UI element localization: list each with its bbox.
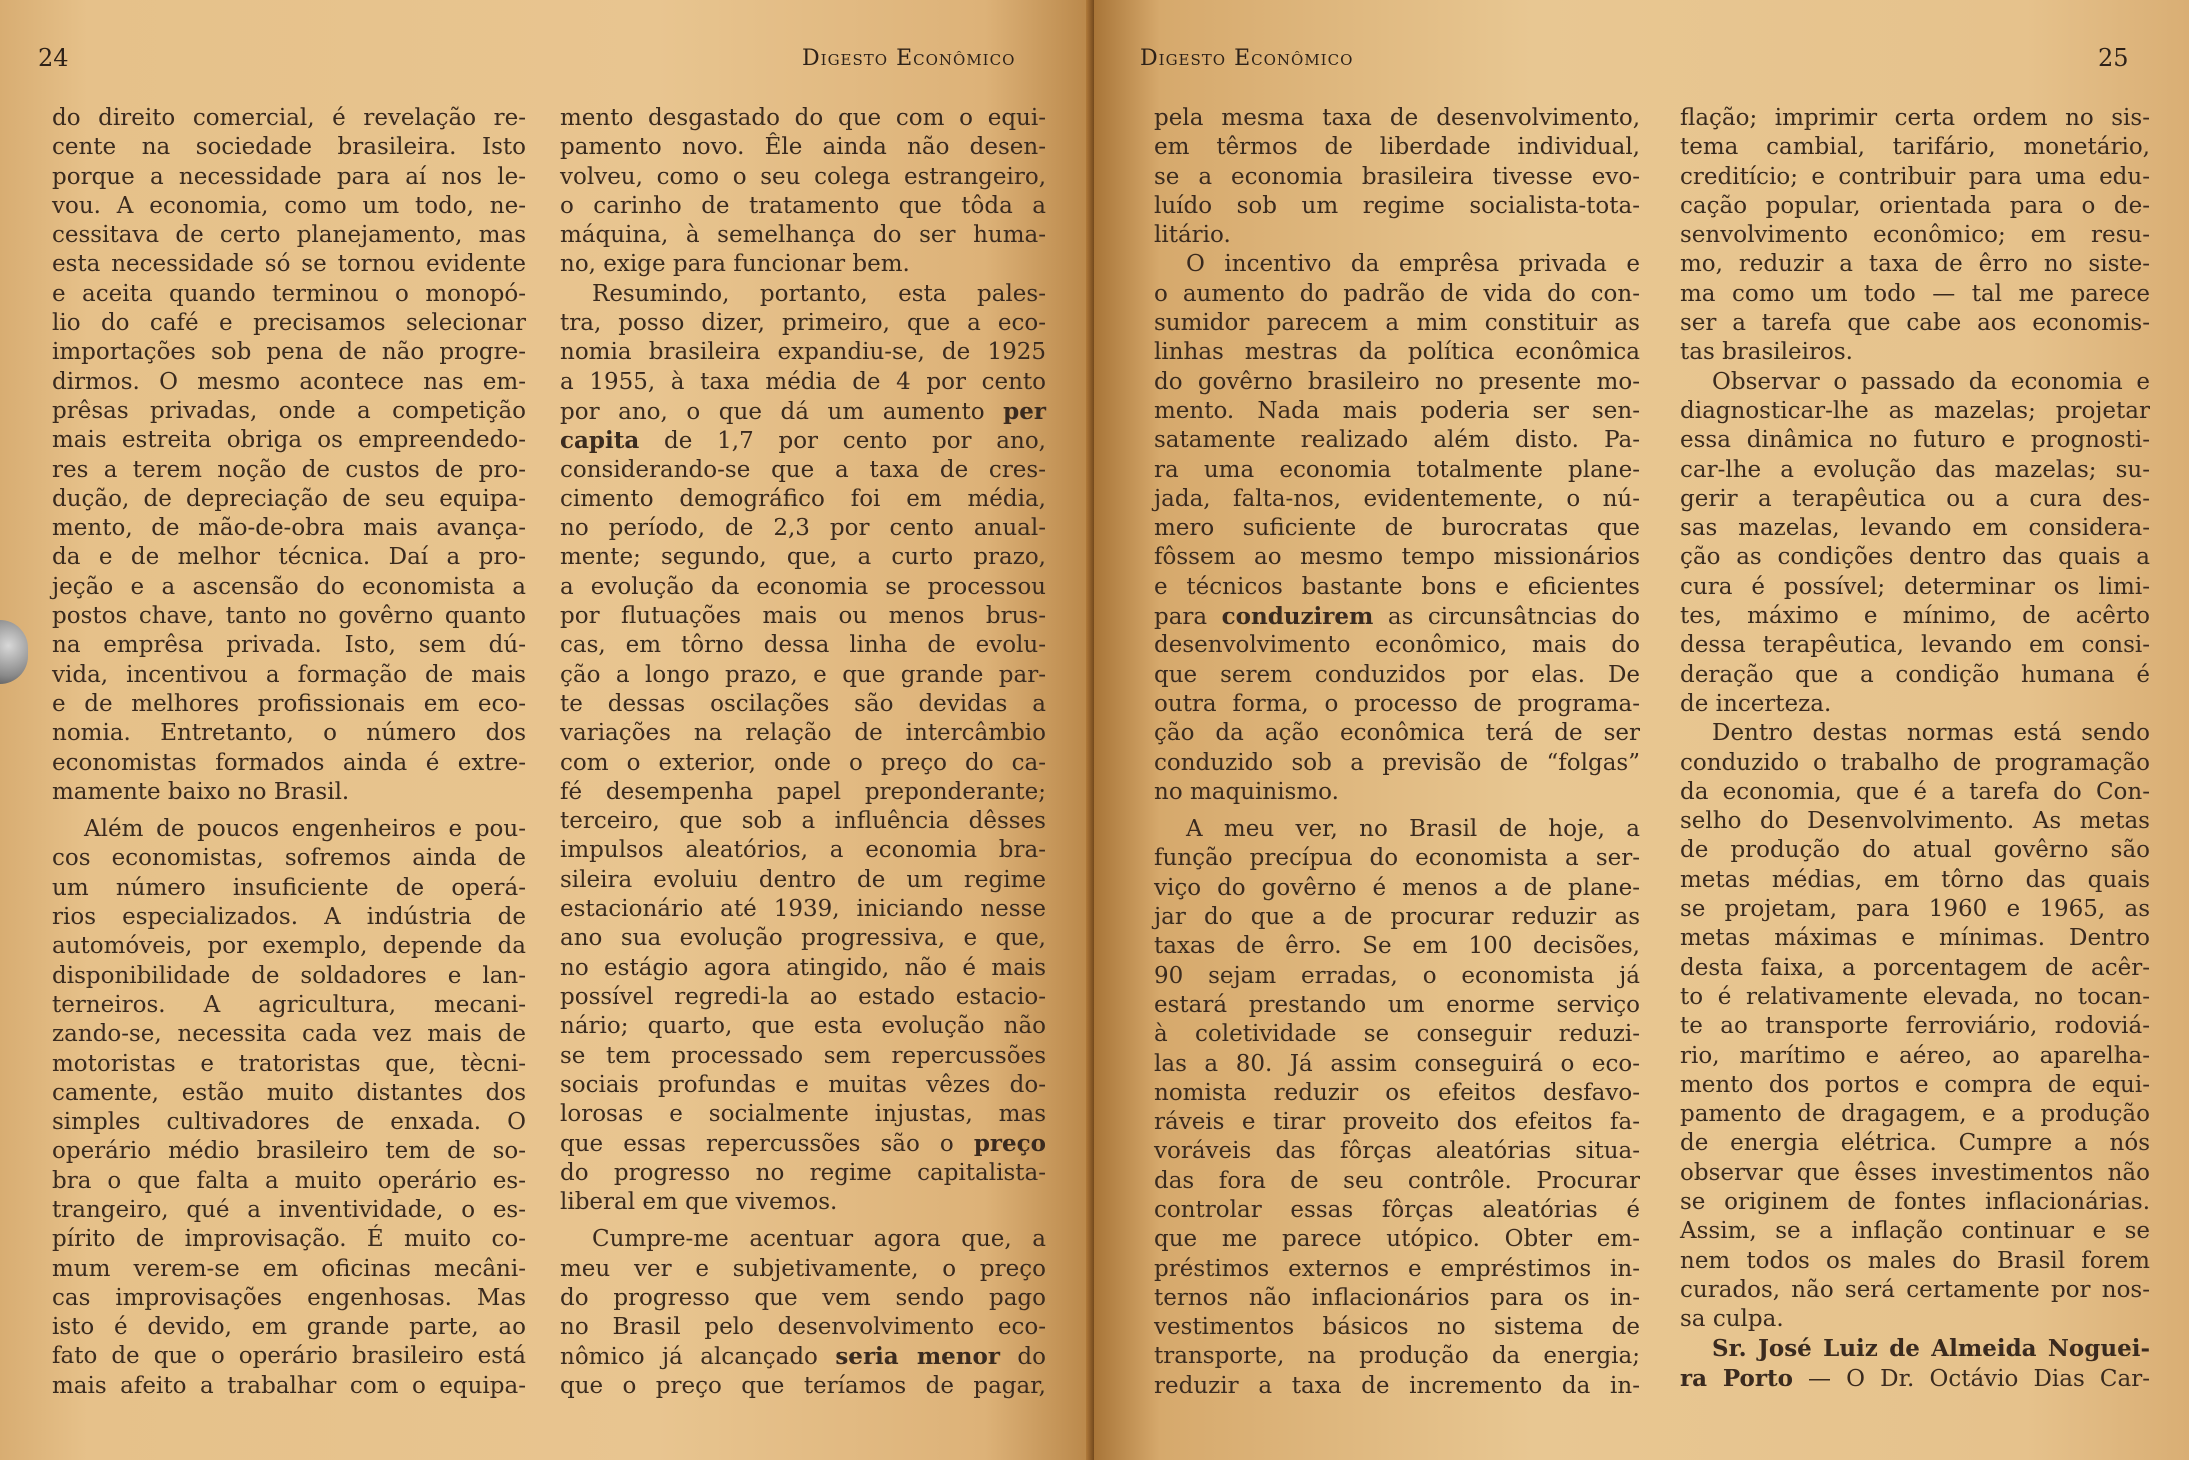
text-line: linhas mestras da política econômica: [1154, 339, 1640, 366]
text-line: postos chave, tanto no govêrno quanto: [52, 603, 526, 630]
text-line: economistas formados ainda é extre-: [52, 749, 526, 776]
text-line: disponibilidade de soldadores e lan-: [52, 962, 526, 989]
text-line: Cumpre-me acentuar agora que, a: [592, 1226, 1046, 1253]
text-line: motoristas e tratoristas que, tècni-: [52, 1050, 526, 1077]
text-line: senvolvimento econômico; em resu-: [1680, 222, 2150, 249]
text-line: desta faixa, a porcentagem de acêr-: [1680, 954, 2150, 981]
text-line: à coletividade se conseguir reduzi-: [1154, 1021, 1640, 1048]
text-line: selho do Desenvolvimento. As metas: [1680, 808, 2150, 835]
text-line: mento dos portos e compra de equi-: [1680, 1071, 2150, 1098]
text-line: por ano, o que dá um aumento per: [560, 397, 1046, 425]
text-line: do progresso que vem sendo pago: [560, 1284, 1046, 1311]
text-line: Observar o passado da economia e: [1712, 368, 2150, 395]
text-line: importações sob pena de não progre-: [52, 339, 526, 366]
text-line: conduzido o trabalho de programação: [1680, 749, 2150, 776]
text-column: [1680, 104, 2150, 1393]
text-line: ção da ação econômica terá de ser: [1154, 720, 1640, 747]
text-line: estará prestando um enorme serviço: [1154, 991, 1640, 1018]
text-line: nomia brasileira expandiu-se, de 1925: [560, 339, 1046, 366]
text-line: a evolução da economia se processou: [560, 573, 1046, 600]
text-line: creditício; e contribuir para uma edu-: [1680, 163, 2150, 190]
text-line: mento, de mão-de-obra mais avança-: [52, 515, 526, 542]
text-line: vou. A economia, como um todo, ne-: [52, 192, 526, 219]
text-line: cente na sociedade brasileira. Isto: [52, 134, 526, 161]
text-line: pela mesma taxa de desenvolvimento,: [1154, 105, 1640, 131]
text-line: O incentivo da emprêsa privada e: [1186, 251, 1640, 278]
text-line: observar que êsses investimentos não: [1680, 1159, 2150, 1186]
text-line: se projetam, para 1960 e 1965, as: [1680, 896, 2150, 923]
text-line: mais afeito a trabalhar com o equipa-: [52, 1372, 526, 1399]
text-line: no, exige para funcionar bem.: [560, 251, 910, 278]
text-line: possível regredi-la ao estado estacio-: [560, 983, 1046, 1010]
text-line: tas brasileiros.: [1680, 339, 1853, 366]
text-line: to é relativamente elevada, no tocan-: [1680, 983, 2150, 1010]
text-line: sociais profundas e muitas vêzes do-: [560, 1071, 1046, 1098]
text-line: litário.: [1154, 222, 1231, 249]
text-line: das fora de seu contrôle. Procurar: [1154, 1167, 1640, 1194]
text-line: controlar essas fôrças aleatórias é: [1154, 1196, 1640, 1223]
text-column: [560, 104, 1046, 1401]
running-head: Digesto Econômico: [1140, 46, 1354, 71]
text-line: zando-se, necessita cada vez mais de: [52, 1021, 526, 1048]
text-line: para conduzirem as circunsâtncias do: [1154, 603, 1640, 631]
text-line: que o preço que teríamos de pagar,: [560, 1372, 1046, 1399]
text-line: ra Porto — O Dr. Octávio Dias Car-: [1680, 1364, 2150, 1392]
text-line: mum verem-se em oficinas mecâni-: [52, 1255, 526, 1282]
text-line: satamente realizado além disto. Pa-: [1154, 427, 1640, 454]
text-line: flação; imprimir certa ordem no sis-: [1680, 105, 2150, 131]
text-line: na emprêsa privada. Isto, sem dú-: [52, 632, 526, 659]
text-line: sileira evoluiu dentro de um regime: [560, 866, 1046, 893]
text-line: de incerteza.: [1680, 690, 1832, 717]
text-line: pírito de improvisação. É muito co-: [52, 1226, 526, 1253]
text-line: considerando-se que a taxa de cres-: [560, 456, 1046, 483]
text-line: nomista reduzir os efeitos desfavo-: [1154, 1079, 1640, 1106]
page-number: 25: [2098, 44, 2129, 72]
text-line: metas máximas e mínimas. Dentro: [1680, 925, 2150, 952]
text-line: viço do govêrno é menos a de plane-: [1154, 874, 1640, 901]
text-line: nem todos os males do Brasil forem: [1680, 1247, 2150, 1274]
text-line: que essas repercussões são o preço: [560, 1130, 1046, 1158]
text-line: mo, reduzir a taxa de êrro no siste-: [1680, 251, 2150, 278]
text-line: por flutuações mais ou menos brus-: [560, 603, 1046, 630]
text-line: se a economia brasileira tivesse evo-: [1154, 163, 1640, 190]
text-line: te ao transporte ferroviário, rodoviá-: [1680, 1013, 2150, 1040]
text-line: o aumento do padrão de vida do con-: [1154, 280, 1640, 307]
text-line: fôssem ao mesmo tempo missionários: [1154, 544, 1640, 571]
text-line: sumidor parecem a mim constituir as: [1154, 310, 1640, 337]
text-line: automóveis, por exemplo, depende da: [52, 933, 526, 960]
text-line: dução, de depreciação de seu equipa-: [52, 485, 526, 512]
text-line: car-lhe a evolução das mazelas; su-: [1680, 456, 2150, 483]
text-line: Assim, se a inflação continuar e se: [1680, 1218, 2150, 1245]
text-line: Dentro destas normas está sendo: [1712, 720, 2150, 747]
text-line: rio, marítimo e aéreo, ao aparelha-: [1680, 1042, 2150, 1069]
text-line: cos economistas, sofremos ainda de: [52, 845, 526, 872]
text-line: função precípua do economista a ser-: [1154, 845, 1640, 872]
text-line: capita de 1,7 por cento por ano,: [560, 427, 1046, 455]
text-line: isto é devido, em grande parte, ao: [52, 1314, 526, 1341]
text-line: impulsos aleatórios, a economia bra-: [560, 837, 1046, 864]
text-line: ção as condições dentro das quais a: [1680, 544, 2150, 571]
text-line: reduzir a taxa de incremento da in-: [1154, 1372, 1640, 1399]
text-line: tema cambial, tarifário, monetário,: [1680, 134, 2150, 161]
text-line: meu ver e subjetivamente, o preço: [560, 1255, 1046, 1282]
text-line: em têrmos de liberdade individual,: [1154, 134, 1640, 161]
text-line: que me parece utópico. Obter em-: [1154, 1226, 1640, 1253]
text-line: las a 80. Já assim conseguirá o eco-: [1154, 1050, 1640, 1077]
right-page: [1094, 0, 2189, 1460]
text-line: no período, de 2,3 por cento anual-: [560, 515, 1046, 542]
text-line: voráveis das fôrças aleatórias situa-: [1154, 1138, 1640, 1165]
text-line: mamente baixo no Brasil.: [52, 778, 350, 805]
text-line: sas mazelas, levando em considera-: [1680, 515, 2150, 542]
text-line: Sr. José Luiz de Almeida Noguei-: [1712, 1335, 2150, 1363]
text-line: te dessas oscilações são devidas a: [560, 690, 1046, 717]
text-line: conduzido sob a previsão de “folgas”: [1154, 749, 1640, 776]
text-line: mento. Nada mais poderia ser sen-: [1154, 397, 1640, 424]
text-line: essa dinâmica no futuro e prognosti-: [1680, 427, 2150, 454]
text-line: ra uma economia totalmente plane-: [1154, 456, 1640, 483]
text-line: ternos não inflacionários para os in-: [1154, 1284, 1640, 1311]
text-line: tra, posso dizer, primeiro, que a eco-: [560, 310, 1046, 337]
text-line: ção a longo prazo, e que grande par-: [560, 661, 1046, 688]
text-line: um número insuficiente de operá-: [52, 874, 526, 901]
text-line: tes, máximo e mínimo, de acêrto: [1680, 603, 2150, 630]
text-line: nário; quarto, que esta evolução não: [560, 1013, 1046, 1040]
text-line: da e de melhor técnica. Daí a pro-: [52, 544, 526, 571]
left-page: [0, 0, 1094, 1460]
text-line: vestimentos básicos no sistema de: [1154, 1314, 1640, 1341]
text-line: se tem processado sem repercussões: [560, 1042, 1046, 1069]
text-line: volveu, como o seu colega estrangeiro,: [560, 163, 1046, 190]
text-line: sa culpa.: [1680, 1306, 1784, 1333]
text-line: no maquinismo.: [1154, 778, 1339, 805]
text-line: A meu ver, no Brasil de hoje, a: [1186, 816, 1640, 843]
text-line: do direito comercial, é revelação re-: [52, 105, 526, 131]
text-line: máquina, à semelhança do ser huma-: [560, 222, 1046, 249]
text-line: préstimos externos e empréstimos in-: [1154, 1255, 1640, 1282]
text-line: luído sob um regime socialista-tota-: [1154, 192, 1640, 219]
text-line: rios especializados. A indústria de: [52, 904, 526, 931]
text-column: [1154, 104, 1640, 1401]
text-line: simples cultivadores de enxada. O: [52, 1109, 526, 1136]
text-line: porque a necessidade para aí nos le-: [52, 163, 526, 190]
text-line: desenvolvimento econômico, mais do: [1154, 632, 1640, 659]
text-line: no estágio agora atingido, não é mais: [560, 954, 1046, 981]
text-line: jeção e a ascensão do economista a: [52, 573, 526, 600]
text-line: de energia elétrica. Cumpre a nós: [1680, 1130, 2150, 1157]
text-line: ano sua evolução progressiva, e que,: [560, 925, 1046, 952]
text-line: gerir a terapêutica ou a cura des-: [1680, 485, 2150, 512]
text-line: Resumindo, portanto, esta pales-: [592, 280, 1046, 307]
text-line: com o exterior, onde o preço do ca-: [560, 749, 1046, 776]
text-line: e técnicos bastante bons e eficientes: [1154, 573, 1640, 600]
text-line: vida, incentivou a formação de mais: [52, 661, 526, 688]
text-line: do progresso no regime capitalista-: [560, 1159, 1046, 1186]
text-line: nomia. Entretanto, o número dos: [52, 720, 526, 747]
text-line: ráveis e tirar proveito dos efeitos fa-: [1154, 1109, 1640, 1136]
text-line: dirmos. O mesmo acontece nas em-: [52, 368, 526, 395]
text-line: no Brasil pelo desenvolvimento eco-: [560, 1314, 1046, 1341]
text-line: cura é possível; determinar os limi-: [1680, 573, 2150, 600]
text-line: do govêrno brasileiro no presente mo-: [1154, 368, 1640, 395]
text-line: fato de que o operário brasileiro está: [52, 1343, 526, 1370]
text-line: e aceita quando terminou o monopó-: [52, 280, 526, 307]
text-line: taxas de êrro. Se em 100 decisões,: [1154, 933, 1640, 960]
text-line: da economia, que é a tarefa do Con-: [1680, 778, 2150, 805]
text-line: cação popular, orientada para o de-: [1680, 192, 2150, 219]
staple-icon: [0, 620, 28, 684]
text-line: jada, falta-nos, evidentemente, o nú-: [1154, 485, 1640, 512]
text-line: metas médias, em tôrno das quais: [1680, 866, 2150, 893]
text-line: e de melhores profissionais em eco-: [52, 690, 526, 717]
text-line: estacionário até 1939, iniciando nesse: [560, 896, 1046, 923]
text-line: cessitava de certo planejamento, mas: [52, 222, 526, 249]
text-line: camente, estão muito distantes dos: [52, 1079, 526, 1106]
text-line: diagnosticar-lhe as mazelas; projetar: [1680, 397, 2150, 424]
text-line: cas, em tôrno dessa linha de evolu-: [560, 632, 1046, 659]
text-line: terceiro, que sob a influência dêsses: [560, 808, 1046, 835]
text-line: ma como um todo — tal me parece: [1680, 280, 2150, 307]
text-line: res a terem noção de custos de pro-: [52, 456, 526, 483]
text-line: se originem de fontes inflacionárias.: [1680, 1188, 2150, 1215]
text-line: dessa terapêutica, levando em consi-: [1680, 632, 2150, 659]
text-column: [52, 104, 526, 1401]
text-line: lio do café e precisamos selecionar: [52, 310, 526, 337]
text-line: jar do que a de procurar reduzir as: [1154, 904, 1640, 931]
text-line: bra o que falta a muito operário es-: [52, 1167, 526, 1194]
text-line: mais estreita obriga os empreendedo-: [52, 427, 526, 454]
text-line: outra forma, o processo de programa-: [1154, 690, 1640, 717]
page-number: 24: [38, 44, 69, 72]
text-line: cimento demográfico foi em média,: [560, 485, 1046, 512]
text-line: a 1955, à taxa média de 4 por cento: [560, 368, 1046, 395]
text-line: operário médio brasileiro tem de so-: [52, 1138, 526, 1165]
text-line: fé desempenha papel preponderante;: [560, 778, 1046, 805]
text-line: cas improvisações engenhosas. Mas: [52, 1284, 526, 1311]
text-line: mente; segundo, que, a curto prazo,: [560, 544, 1046, 571]
text-line: terneiros. A agricultura, mecani-: [52, 991, 526, 1018]
text-line: esta necessidade só se tornou evidente: [52, 251, 526, 278]
text-line: mento desgastado do que com o equi-: [560, 105, 1046, 131]
text-line: de produção do atual govêrno são: [1680, 837, 2150, 864]
text-line: Além de poucos engenheiros e pou-: [84, 816, 526, 843]
text-line: nômico já alcançado seria menor do: [560, 1343, 1046, 1371]
text-line: 90 sejam erradas, o economista já: [1154, 962, 1640, 989]
text-line: ser a tarefa que cabe aos economis-: [1680, 310, 2150, 337]
text-line: que serem conduzidos por elas. De: [1154, 661, 1640, 688]
text-line: liberal em que vivemos.: [560, 1188, 838, 1215]
text-line: o carinho de tratamento que tôda a: [560, 192, 1046, 219]
text-line: pamento novo. Êle ainda não desen-: [560, 134, 1046, 161]
text-line: variações na relação de intercâmbio: [560, 720, 1046, 747]
text-line: pamento de dragagem, e a produção: [1680, 1101, 2150, 1128]
text-line: lorosas e socialmente injustas, mas: [560, 1101, 1046, 1128]
text-line: prêsas privadas, onde a competição: [52, 397, 526, 424]
running-head: Digesto Econômico: [802, 46, 1016, 71]
text-line: transporte, na produção da energia;: [1154, 1343, 1640, 1370]
text-line: trangeiro, qué a inventividade, o es-: [52, 1196, 526, 1223]
text-line: curados, não será certamente por nos-: [1680, 1276, 2150, 1303]
text-line: mero suficiente de burocratas que: [1154, 515, 1640, 542]
text-line: deração que a condição humana é: [1680, 661, 2150, 688]
